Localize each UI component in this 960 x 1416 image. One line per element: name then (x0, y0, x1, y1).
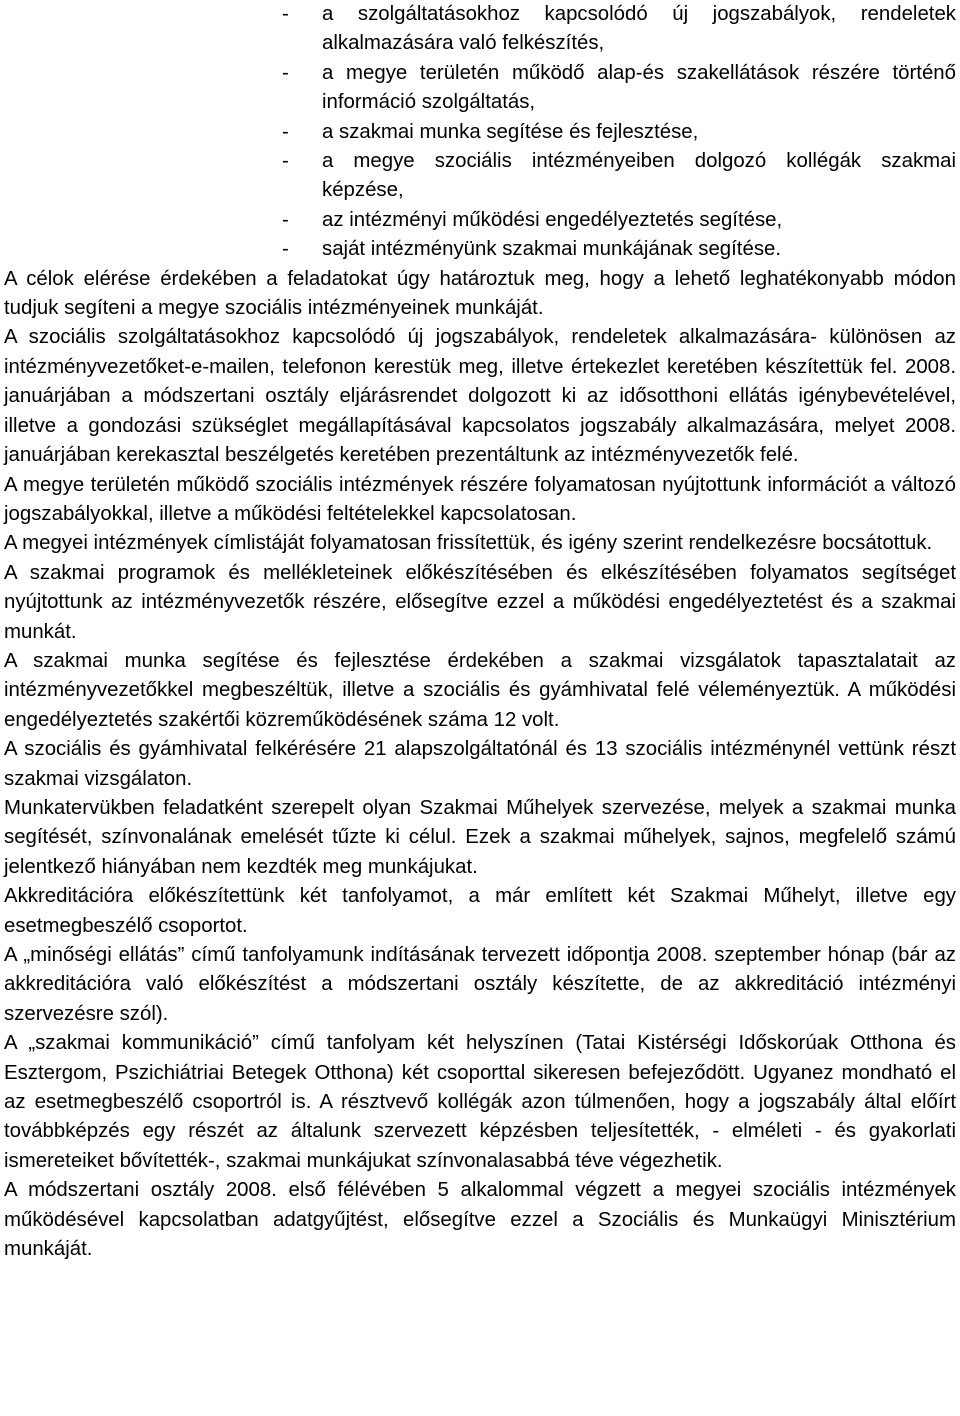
paragraph-quality-course: A „minőségi ellátás” című tanfolyamunk indításának tervezett időpontja 2008. szeptember hónap (bár az akkreditációra való előkészítést a módszertani osztály készítette, de az akkreditáció intézményi szervezésre szól). (4, 944, 956, 1025)
list-item (4, 206, 956, 235)
paragraph-legislation: A szociális szolgáltatásokhoz kapcsolódó új jogszabályok, rendeletek alkalmazására- különösen az intézményvezetőket-e-mailen, telefonon kerestük meg, illetve értekezlet keretében készítettük fel. 2008. januárjában a módszertani osztály eljárásrendet dolgozott ki az idősotthoni ellátás igénybevételével, illetve a gondozási szükséglet megállapításával kapcsolatos jogszabály alkalmazására, melyet 2008. januárjában kerekasztal beszélgetés keretében prezentáltunk az intézményvezetők felé. (4, 326, 956, 467)
bullet-marker: - (282, 61, 289, 84)
paragraph-guardianship: A szociális és gyámhivatal felkérésére 21 alapszolgáltatónál és 13 szociális intézménynél vettünk részt szakmai vizsgálaton. (4, 738, 956, 790)
paragraph-information: A megye területén működő szociális intézmények részére folyamatosan nyújtottunk információt a változó jogszabályokkal, illetve a működési feltételekkel kapcsolatosan. (4, 473, 956, 525)
list-item-text: a szolgáltatásokhoz kapcsolódó új jogszabályok, rendeletek alkalmazására való felkészítés, (322, 3, 956, 55)
bullet-marker: - (282, 238, 289, 261)
list-item-text: a szakmai munka segítése és fejlesztése, (322, 120, 699, 143)
document-page (4, 0, 956, 1264)
bullet-marker: - (282, 150, 289, 173)
list-item (4, 235, 956, 264)
list-item (4, 147, 956, 206)
list-item-text: a megye területén működő alap-és szakellátások részére történő információ szolgáltatás, (322, 61, 956, 114)
list-item-text: a megye szociális intézményeiben dolgozó kollégák szakmai képzése, (322, 150, 956, 202)
list-item (4, 0, 956, 59)
list-item (4, 118, 956, 147)
bullet-marker: - (282, 3, 289, 25)
paragraph-inspections: A szakmai munka segítése és fejlesztése érdekében a szakmai vizsgálatok tapasztalatait az intézményvezetőkkel megbeszéltük, illetve a szociális és gyámhivatal felé véleményeztük. A működési engedélyeztetés szakértői közreműködésének száma 12 volt. (4, 649, 956, 731)
list-item-text: az intézményi működési engedélyeztetés segítése, (322, 208, 783, 231)
paragraph-programs: A szakmai programok és mellékleteinek előkészítésében és elkészítésében folyamatos segítséget nyújtottunk az intézményvezetők részére, elősegítve ezzel a működési engedélyeztetést és a szakmai munkát. (4, 561, 956, 643)
paragraph-goals: A célok elérése érdekében a feladatokat úgy határoztuk meg, hogy a lehető leghatékonyabb módon tudjuk segíteni a megye szociális intézményeinek munkáját. (4, 267, 956, 320)
list-item (4, 59, 956, 118)
bullet-marker: - (282, 120, 289, 143)
paragraph-accreditation: Akkreditációra előkészítettünk két tanfolyamot, a már említett két Szakmai Műhelyt, illetve egy esetmegbeszélő csoportot. (4, 885, 956, 937)
bullet-marker: - (282, 208, 289, 231)
paragraph-address-list: A megyei intézmények címlistáját folyamatosan frissítettük, és igény szerint rendelkezésre bocsátottuk. (4, 532, 933, 555)
paragraph-communication-course: A „szakmai kommunikáció” című tanfolyam két helyszínen (Tatai Kistérségi Időskorúak Otthona és Esztergom, Pszichiátriai Betegek Otthona) két csoporttal sikeresen befejeződött. Ugyanez mondható el az esetmegbeszélő csoportról is. A résztvevő kollégák azon túlmenően, hogy a jogszabály által előírt továbbképzés egy részét az általunk szervezett képzésben teljesítették, - elméleti - és gyakorlati ismereteiket bővítették-, szakmai munkájukat színvonalasabbá téve végezhetik. (4, 1032, 956, 1172)
task-list (4, 0, 956, 265)
paragraph-data-collection: A módszertani osztály 2008. első félévében 5 alkalommal végzett a megyei szociális intézmények működésével kapcsolatban adatgyűjtést, elősegítve ezzel a Szociális és Munkaügyi Minisztérium munkáját. (4, 1179, 956, 1261)
paragraph-workshops: Munkatervükben feladatként szerepelt olyan Szakmai Műhelyek szervezése, melyek a szakmai munka segítését, színvonalának emelését tűzte ki célul. Ezek a szakmai műhelyek, sajnos, megfelelő számú jelentkező hiányában nem kezdték meg munkájukat. (4, 796, 956, 878)
list-item-text: saját intézményünk szakmai munkájának segítése. (322, 238, 782, 261)
